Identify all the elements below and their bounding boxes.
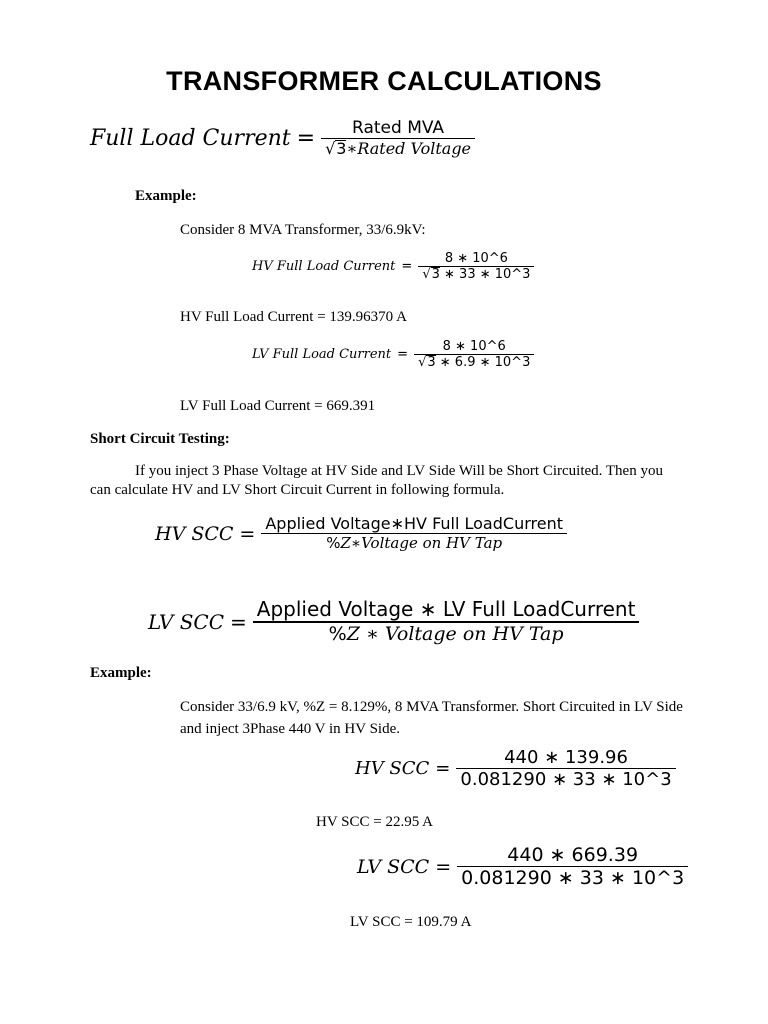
- hv-flc-result: HV Full Load Current = 139.96370 A: [180, 309, 407, 325]
- example-statement: Consider 8 MVA Transformer, 33/6.9kV:: [180, 222, 426, 238]
- sqrt-sign: √: [325, 139, 336, 159]
- fraction-numerator: 8 ∗ 10^6: [442, 339, 506, 354]
- fraction-numerator: 440 ∗ 669.39: [507, 844, 639, 866]
- denominator-rest: ∗ 6.9 ∗ 10^3: [435, 355, 531, 371]
- equals-sign: =: [239, 522, 256, 545]
- formula-lhs: LV Full Load Current: [252, 347, 392, 363]
- fraction-numerator: Applied Voltage ∗ LV Full LoadCurrent: [256, 597, 636, 621]
- formula-lhs: Full Load Current: [90, 125, 291, 151]
- section-paragraph: If you inject 3 Phase Voltage at HV Side and LV Side Will be Short Circuited. Then you can calculate HV and LV Short Circuit Current in following formula.: [90, 463, 663, 498]
- equals-sign: =: [397, 347, 409, 363]
- formula-fraction: [456, 747, 675, 790]
- fraction-denominator: [414, 355, 534, 370]
- formula-fraction: [414, 339, 534, 370]
- formula-lhs: LV SCC: [357, 855, 430, 878]
- fraction-numerator: Applied Voltage∗HV Full LoadCurrent: [265, 514, 563, 533]
- fraction-denominator: 0.081290 ∗ 33 ∗ 10^3: [460, 769, 672, 791]
- denominator-rest: ∗Rated Voltage: [346, 139, 472, 159]
- formula-fraction: [261, 514, 567, 553]
- percent-sign: %: [328, 623, 347, 645]
- equals-sign: =: [296, 125, 316, 151]
- fraction-denominator: [322, 534, 506, 553]
- equals-sign: =: [435, 758, 451, 780]
- example-statement: Consider 33/6.9 kV, %Z = 8.129%, 8 MVA Transformer. Short Circuited in LV Side and inject 3Phase 440 V in HV Side.: [180, 699, 683, 737]
- formula-fraction: [457, 844, 688, 889]
- fraction-denominator: 0.081290 ∗ 33 ∗ 10^3: [461, 867, 685, 890]
- section-heading: Short Circuit Testing:: [90, 431, 230, 447]
- fraction-numerator: Rated MVA: [352, 118, 445, 138]
- lv-flc-result: LV Full Load Current = 669.391: [180, 398, 376, 414]
- fraction-numerator: 440 ∗ 139.96: [504, 747, 628, 768]
- denominator-rest: ∗ 33 ∗ 10^3: [439, 267, 531, 283]
- sqrt-sign: √: [422, 267, 431, 283]
- fraction-denominator: [321, 139, 475, 158]
- sqrt-radicand: 3: [336, 139, 347, 159]
- example-label: Example:: [135, 188, 197, 204]
- percent-sign: %: [326, 534, 341, 553]
- formula-fraction: [253, 597, 640, 646]
- sqrt-radicand: 3: [427, 355, 436, 371]
- hv-scc-formula: [155, 514, 567, 553]
- lv-scc-result: LV SCC = 109.79 A: [350, 914, 472, 930]
- equals-sign: =: [435, 855, 452, 878]
- sqrt-sign: √: [418, 355, 427, 371]
- page-title: TRANSFORMER CALCULATIONS: [166, 66, 602, 96]
- fraction-numerator: 8 ∗ 10^6: [444, 251, 508, 266]
- fraction-denominator: [418, 267, 534, 282]
- formula-fraction: [418, 251, 534, 282]
- denominator-rest: Z∗Voltage on HV Tap: [340, 534, 503, 553]
- formula-fraction: [321, 118, 475, 158]
- formula-lhs: HV SCC: [355, 758, 430, 780]
- equals-sign: =: [230, 609, 247, 634]
- hv-scc-example-formula: [355, 747, 676, 790]
- lv-scc-example-formula: [357, 844, 688, 889]
- fraction-denominator: [325, 623, 568, 646]
- formula-lhs: HV Full Load Current: [252, 259, 396, 275]
- equals-sign: =: [401, 259, 413, 275]
- example-label: Example:: [90, 665, 152, 681]
- sqrt-radicand: 3: [431, 267, 440, 283]
- formula-lhs: LV SCC: [148, 609, 225, 634]
- hv-scc-result: HV SCC = 22.95 A: [316, 814, 433, 830]
- hv-flc-formula: [252, 251, 534, 282]
- formula-lhs: HV SCC: [155, 522, 234, 545]
- full-load-current-formula: [90, 118, 475, 158]
- lv-flc-formula: [252, 339, 534, 370]
- denominator-rest: Z ∗ Voltage on HV Tap: [346, 623, 564, 645]
- lv-scc-formula: [148, 597, 639, 646]
